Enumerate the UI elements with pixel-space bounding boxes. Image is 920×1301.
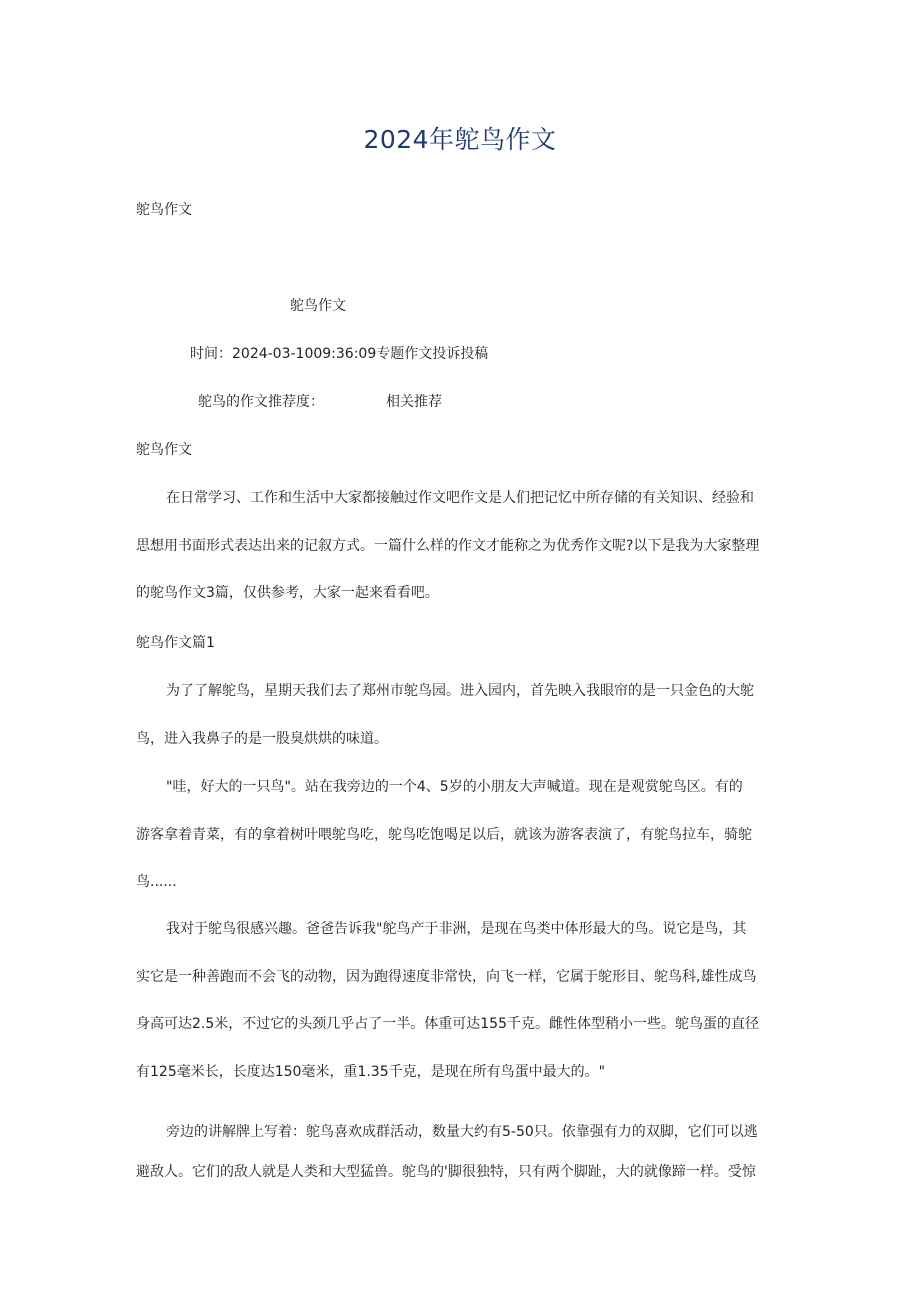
chapter-heading: 鸵鸟作文篇1 (136, 635, 215, 651)
paragraph-1 (136, 668, 786, 763)
paragraph-line: 实它是一种善跑而不会飞的动物，因为跑得速度非常快，向飞一样，它属于鸵形目、鸵鸟科,雄性成鸟 (136, 968, 757, 985)
paragraph-line: 游客拿着青菜，有的拿着树叶喂鸵鸟吃，鸵鸟吃饱喝足以后，就该为游客表演了，有鸵鸟拉车，骑鸵 (136, 826, 752, 843)
paragraph-line: 我对于鸵鸟很感兴趣。爸爸告诉我"鸵鸟产于非洲，是现在鸟类中体形最大的鸟。说它是鸟，其 (166, 921, 747, 937)
intro-line: 在日常学习、工作和生活中大家都接触过作文吧作文是人们把记忆中所存储的有关知识、经验和 (166, 490, 754, 506)
intro-line: 思想用书面形式表达出来的记叙方式。一篇什么样的作文才能称之为优秀作文呢?以下是我为大家整理 (136, 537, 760, 554)
intro-paragraph (136, 475, 786, 618)
paragraph-line: 为了了解鸵鸟，星期天我们去了郑州市鸵鸟园。进入园内，首先映入我眼帘的是一只金色的大鸵 (166, 683, 754, 699)
paragraph-line: 旁边的讲解牌上写着：鸵鸟喜欢成群活动，数量大约有5-50只。依靠强有力的双脚，它们可以逃 (166, 1124, 758, 1140)
document-title: 2024年鸵鸟作文 (363, 125, 557, 154)
section-heading: 鸵鸟作文 (136, 442, 192, 458)
related-link[interactable]: 相关推荐 (386, 394, 442, 410)
paragraph-line: 有125毫米长，长度达150毫米，重1.35千克，是现在所有鸟蛋中最大的。" (136, 1063, 606, 1080)
paragraph-line: "哇，好大的一只鸟"。站在我旁边的一个4、5岁的小朋友大声喊道。现在是观赏鸵鸟区。有的 (166, 779, 743, 795)
meta-line: 时间：2024-03-1009:36:09专题作文投诉投稿 (190, 346, 489, 362)
paragraph-4 (136, 1112, 786, 1192)
intro-line: 的鸵鸟作文3篇，仅供参考，大家一起来看看吧。 (136, 585, 439, 601)
paragraph-line: 身高可达2.5米，不过它的头颈几乎占了一半。体重可达155千克。雌性体型稍小一些。鸵鸟蛋的直径 (136, 1016, 759, 1032)
article-title: 鸵鸟作文 (290, 298, 346, 314)
subtitle-left: 鸵鸟作文 (136, 202, 192, 218)
paragraph-3 (136, 906, 786, 1096)
paragraph-line: 鸟...... (136, 874, 177, 890)
paragraph-line: 鸟，进入我鼻子的是一股臭烘烘的味道。 (136, 730, 388, 747)
recommend-label: 鸵鸟的作文推荐度： (198, 394, 324, 410)
paragraph-2 (136, 764, 786, 907)
paragraph-line: 避敌人。它们的敌人就是人类和大型猛兽。鸵鸟的'脚很独特，只有两个脚趾，大的就像蹄一样。受惊 (136, 1164, 756, 1180)
